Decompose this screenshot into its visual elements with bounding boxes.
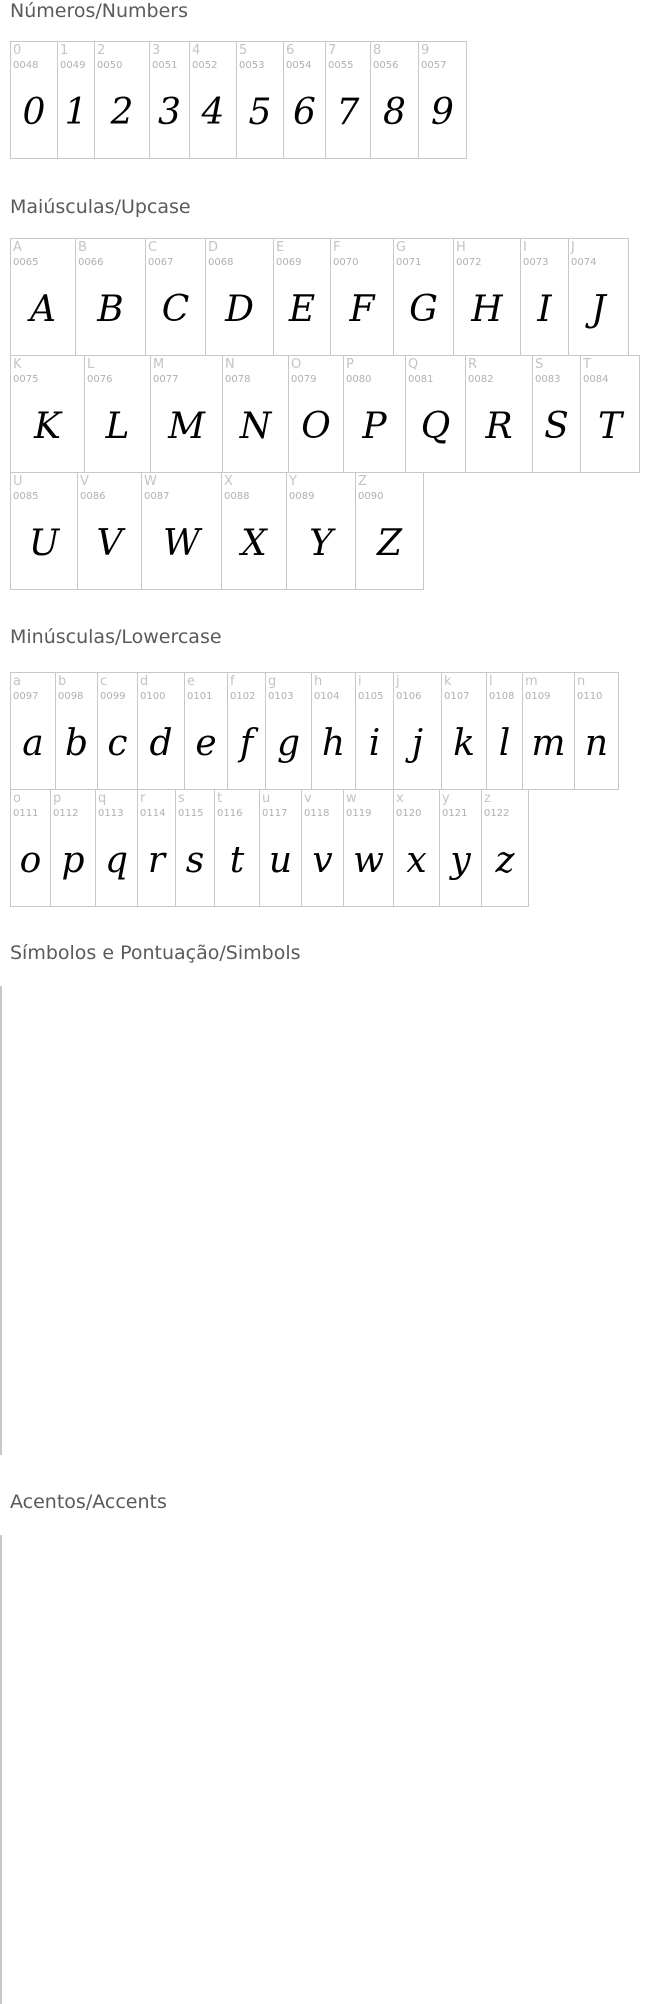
glyph-code-label: 0056 bbox=[373, 60, 399, 71]
glyph-cell bbox=[0, 1652, 2, 1770]
glyph-code-label: 0066 bbox=[78, 257, 104, 268]
glyph-sample: k bbox=[453, 723, 475, 764]
section-title-upcase: Maiúsculas/Upcase bbox=[10, 196, 191, 218]
glyph-sample: 2 bbox=[110, 92, 134, 133]
glyph-cell bbox=[95, 789, 138, 907]
glyph-sample: T bbox=[597, 406, 622, 447]
glyph-code-label: 0080 bbox=[346, 374, 372, 385]
glyph-code-label: 0048 bbox=[13, 60, 39, 71]
glyph-sample: Q bbox=[420, 406, 451, 447]
glyph-char-label: u bbox=[262, 791, 271, 806]
glyph-char-label: v bbox=[304, 791, 312, 806]
glyph-cell bbox=[57, 41, 95, 159]
glyph-cell bbox=[393, 238, 454, 356]
glyph-char-label: b bbox=[58, 674, 67, 689]
glyph-code-label: 0119 bbox=[346, 808, 372, 819]
glyph-cell bbox=[0, 1535, 2, 1653]
glyph-code-label: 0097 bbox=[13, 691, 39, 702]
glyph-code-label: 0069 bbox=[276, 257, 302, 268]
glyph-char-label: Q bbox=[408, 357, 419, 372]
glyph-code-label: 0076 bbox=[87, 374, 113, 385]
glyph-char-label: k bbox=[444, 674, 452, 689]
glyph-sample: M bbox=[168, 406, 205, 447]
glyph-cell bbox=[0, 1337, 2, 1455]
glyph-sample: L bbox=[105, 406, 130, 447]
glyph-sample: p bbox=[61, 840, 85, 881]
glyph-sample: H bbox=[471, 289, 503, 330]
glyph-code-label: 0110 bbox=[577, 691, 603, 702]
glyph-char-label: q bbox=[98, 791, 107, 806]
glyph-char-label: X bbox=[224, 474, 233, 489]
glyph-sample: u bbox=[268, 840, 293, 881]
glyph-cell bbox=[75, 238, 146, 356]
glyph-sample: j bbox=[411, 723, 424, 764]
glyph-code-label: 0083 bbox=[535, 374, 561, 385]
glyph-cell bbox=[311, 672, 356, 790]
glyph-cell bbox=[150, 355, 223, 473]
glyph-cell bbox=[50, 789, 96, 907]
glyph-sample: r bbox=[147, 840, 166, 881]
glyph-code-label: 0108 bbox=[489, 691, 515, 702]
glyph-char-label: g bbox=[268, 674, 277, 689]
glyph-char-label: w bbox=[346, 791, 357, 806]
glyph-sample: W bbox=[162, 523, 200, 564]
glyph-cell bbox=[265, 672, 312, 790]
glyph-cell bbox=[574, 672, 619, 790]
glyph-cell bbox=[580, 355, 640, 473]
glyph-char-label: 7 bbox=[328, 43, 337, 58]
glyph-char-label: C bbox=[148, 240, 158, 255]
glyph-sample: c bbox=[107, 723, 128, 764]
glyph-cell bbox=[222, 355, 289, 473]
glyph-cell bbox=[283, 41, 326, 159]
glyph-char-label: i bbox=[358, 674, 362, 689]
glyph-char-label: n bbox=[577, 674, 586, 689]
glyph-sample: n bbox=[584, 723, 609, 764]
glyph-char-label: O bbox=[291, 357, 302, 372]
glyph-sample: A bbox=[30, 289, 56, 330]
glyph-cell bbox=[10, 472, 78, 590]
glyph-char-label: E bbox=[276, 240, 285, 255]
glyph-cell bbox=[10, 355, 85, 473]
glyph-cell bbox=[10, 238, 76, 356]
glyph-code-label: 0055 bbox=[328, 60, 354, 71]
glyph-cell bbox=[137, 672, 185, 790]
glyph-cell bbox=[568, 238, 629, 356]
glyph-sample: E bbox=[288, 289, 316, 330]
glyph-char-label: 3 bbox=[152, 43, 161, 58]
glyph-sample: D bbox=[225, 289, 254, 330]
glyph-sample: X bbox=[241, 523, 267, 564]
glyph-code-label: 0101 bbox=[187, 691, 213, 702]
glyph-code-label: 0099 bbox=[100, 691, 126, 702]
glyph-cell bbox=[214, 789, 260, 907]
glyph-char-label: S bbox=[535, 357, 544, 372]
glyph-char-label: s bbox=[178, 791, 185, 806]
missing-glyph-box-icon bbox=[1, 1165, 2, 1189]
glyph-char-label: 4 bbox=[192, 43, 201, 58]
glyph-char-label: F bbox=[333, 240, 341, 255]
glyph-sample: d bbox=[149, 723, 173, 764]
glyph-cell bbox=[520, 238, 569, 356]
glyph-sample: N bbox=[239, 406, 272, 447]
glyph-sample: e bbox=[195, 723, 217, 764]
glyph-code-label: 0054 bbox=[286, 60, 312, 71]
glyph-code-label: 0114 bbox=[140, 808, 166, 819]
glyph-sample: R bbox=[485, 406, 513, 447]
missing-glyph-box-icon bbox=[1, 1048, 2, 1072]
glyph-code-label: 0102 bbox=[230, 691, 256, 702]
glyph-char-label: Z bbox=[358, 474, 367, 489]
glyph-sample: K bbox=[34, 406, 61, 447]
glyph-code-label: 0105 bbox=[358, 691, 384, 702]
glyph-sample: l bbox=[498, 723, 511, 764]
glyph-char-label: 2 bbox=[97, 43, 106, 58]
glyph-code-label: 0085 bbox=[13, 491, 39, 502]
glyph-code-label: 0082 bbox=[468, 374, 494, 385]
glyph-sample: 5 bbox=[248, 92, 272, 133]
glyph-char-label: z bbox=[484, 791, 491, 806]
glyph-code-label: 0089 bbox=[289, 491, 315, 502]
glyph-char-label: B bbox=[78, 240, 87, 255]
glyph-cell bbox=[259, 789, 302, 907]
glyph-cell bbox=[97, 672, 138, 790]
glyph-cell bbox=[273, 238, 331, 356]
section-title-symbols: Símbolos e Pontuação/Simbols bbox=[10, 942, 301, 964]
glyph-char-label: e bbox=[187, 674, 195, 689]
glyph-cell bbox=[227, 672, 266, 790]
glyph-code-label: 0057 bbox=[421, 60, 447, 71]
glyph-sample: V bbox=[96, 523, 123, 564]
glyph-cell bbox=[343, 789, 394, 907]
glyph-cell bbox=[189, 41, 237, 159]
glyph-code-label: 0073 bbox=[523, 257, 549, 268]
glyph-sample: 4 bbox=[201, 92, 225, 133]
glyph-char-label: x bbox=[396, 791, 404, 806]
missing-glyph-box-icon bbox=[1, 1282, 2, 1306]
glyph-char-label: c bbox=[100, 674, 108, 689]
glyph-sample: m bbox=[531, 723, 566, 764]
glyph-code-label: 0078 bbox=[225, 374, 251, 385]
glyph-char-label: 9 bbox=[421, 43, 430, 58]
glyph-cell bbox=[221, 472, 287, 590]
glyph-code-label: 0068 bbox=[208, 257, 234, 268]
glyph-sample: a bbox=[22, 723, 44, 764]
glyph-sample: o bbox=[19, 840, 42, 881]
glyph-cell bbox=[288, 355, 344, 473]
glyph-char-label: r bbox=[140, 791, 146, 806]
glyph-sample: q bbox=[104, 840, 129, 881]
glyph-cell bbox=[0, 1886, 2, 2004]
glyph-code-label: 0098 bbox=[58, 691, 84, 702]
glyph-char-label: G bbox=[396, 240, 407, 255]
glyph-char-label: o bbox=[13, 791, 21, 806]
glyph-sample: G bbox=[409, 289, 438, 330]
glyph-cell bbox=[393, 672, 442, 790]
glyph-code-label: 0065 bbox=[13, 257, 39, 268]
glyph-sample: w bbox=[353, 840, 384, 881]
glyph-code-label: 0113 bbox=[98, 808, 124, 819]
glyph-cell bbox=[0, 1220, 2, 1338]
glyph-cell bbox=[343, 355, 406, 473]
glyph-code-label: 0071 bbox=[396, 257, 422, 268]
glyph-cell bbox=[301, 789, 344, 907]
glyph-cell bbox=[330, 238, 394, 356]
glyph-sample: x bbox=[406, 840, 427, 881]
glyph-code-label: 0111 bbox=[13, 808, 39, 819]
glyph-char-label: A bbox=[13, 240, 22, 255]
glyph-cell bbox=[325, 41, 371, 159]
glyph-sample: t bbox=[229, 840, 245, 881]
glyph-code-label: 0117 bbox=[262, 808, 288, 819]
glyph-cell bbox=[10, 789, 51, 907]
glyph-code-label: 0087 bbox=[144, 491, 170, 502]
section-title-lowercase: Minúsculas/Lowercase bbox=[10, 626, 222, 648]
glyph-sample: b bbox=[64, 723, 89, 764]
glyph-code-label: 0100 bbox=[140, 691, 166, 702]
glyph-sample: 3 bbox=[158, 92, 181, 133]
glyph-cell bbox=[84, 355, 151, 473]
glyph-sample: 9 bbox=[431, 92, 454, 133]
glyph-sample: g bbox=[276, 723, 301, 764]
glyph-cell bbox=[439, 789, 482, 907]
glyph-code-label: 0104 bbox=[314, 691, 340, 702]
glyph-sample: 1 bbox=[64, 92, 88, 133]
section-title-accents: Acentos/Accents bbox=[10, 1491, 167, 1513]
glyph-char-label: V bbox=[80, 474, 89, 489]
glyph-sample: h bbox=[321, 723, 346, 764]
glyph-code-label: 0118 bbox=[304, 808, 330, 819]
glyph-char-label: N bbox=[225, 357, 235, 372]
glyph-sample: z bbox=[495, 840, 515, 881]
glyph-cell bbox=[184, 672, 228, 790]
glyph-code-label: 0122 bbox=[484, 808, 510, 819]
glyph-sample: s bbox=[185, 840, 205, 881]
glyph-code-label: 0051 bbox=[152, 60, 178, 71]
glyph-cell bbox=[370, 41, 419, 159]
glyph-code-label: 0103 bbox=[268, 691, 294, 702]
glyph-char-label: Y bbox=[289, 474, 297, 489]
glyph-code-label: 0088 bbox=[224, 491, 250, 502]
glyph-sample: Z bbox=[376, 523, 402, 564]
glyph-sample: v bbox=[312, 840, 333, 881]
glyph-code-label: 0081 bbox=[408, 374, 434, 385]
glyph-char-label: P bbox=[346, 357, 354, 372]
glyph-sample: B bbox=[97, 289, 124, 330]
glyph-sample: I bbox=[537, 289, 552, 330]
glyph-code-label: 0109 bbox=[525, 691, 551, 702]
missing-glyph-box-icon bbox=[1, 1399, 2, 1423]
glyph-sample: 6 bbox=[293, 92, 316, 133]
glyph-code-label: 0116 bbox=[217, 808, 243, 819]
glyph-code-label: 0067 bbox=[148, 257, 174, 268]
glyph-char-label: 5 bbox=[239, 43, 248, 58]
glyph-cell bbox=[205, 238, 274, 356]
glyph-cell bbox=[453, 238, 521, 356]
glyph-char-label: l bbox=[489, 674, 493, 689]
glyph-char-label: f bbox=[230, 674, 235, 689]
glyph-char-label: I bbox=[523, 240, 527, 255]
glyph-char-label: 6 bbox=[286, 43, 295, 58]
glyph-sample: f bbox=[239, 723, 254, 764]
glyph-sample: y bbox=[450, 840, 471, 881]
glyph-cell bbox=[441, 672, 487, 790]
glyph-char-label: y bbox=[442, 791, 450, 806]
glyph-cell bbox=[0, 1103, 2, 1221]
glyph-code-label: 0050 bbox=[97, 60, 123, 71]
glyph-cell bbox=[137, 789, 176, 907]
glyph-char-label: 8 bbox=[373, 43, 382, 58]
glyph-char-label: K bbox=[13, 357, 22, 372]
glyph-char-label: L bbox=[87, 357, 95, 372]
glyph-code-label: 0049 bbox=[60, 60, 86, 71]
glyph-cell bbox=[522, 672, 575, 790]
glyph-char-label: W bbox=[144, 474, 157, 489]
glyph-char-label: 1 bbox=[60, 43, 69, 58]
glyph-code-label: 0084 bbox=[583, 374, 609, 385]
glyph-cell bbox=[481, 789, 529, 907]
missing-glyph-box-icon bbox=[1, 1597, 2, 1621]
glyph-cell bbox=[355, 672, 394, 790]
glyph-cell bbox=[532, 355, 581, 473]
glyph-sample: S bbox=[544, 406, 569, 447]
glyph-char-label: J bbox=[571, 240, 575, 255]
glyph-code-label: 0079 bbox=[291, 374, 317, 385]
glyph-code-label: 0053 bbox=[239, 60, 265, 71]
glyph-code-label: 0121 bbox=[442, 808, 468, 819]
glyph-sample: 0 bbox=[22, 92, 46, 133]
glyph-cell bbox=[418, 41, 467, 159]
glyph-sample: J bbox=[591, 289, 606, 330]
section-title-numbers: Números/Numbers bbox=[10, 0, 188, 22]
glyph-cell bbox=[77, 472, 142, 590]
glyph-cell bbox=[149, 41, 190, 159]
glyph-char-label: R bbox=[468, 357, 478, 372]
glyph-cell bbox=[0, 986, 2, 1104]
glyph-cell bbox=[0, 1769, 2, 1887]
missing-glyph-box-icon bbox=[1, 1714, 2, 1738]
glyph-code-label: 0090 bbox=[358, 491, 384, 502]
glyph-cell bbox=[10, 41, 58, 159]
glyph-cell bbox=[393, 789, 440, 907]
glyph-char-label: D bbox=[208, 240, 219, 255]
glyph-code-label: 0070 bbox=[333, 257, 359, 268]
glyph-code-label: 0074 bbox=[571, 257, 597, 268]
glyph-sample: 7 bbox=[336, 92, 360, 133]
glyph-sample: U bbox=[28, 523, 60, 564]
glyph-sample: O bbox=[301, 406, 331, 447]
glyph-cell bbox=[175, 789, 215, 907]
glyph-cell bbox=[10, 672, 56, 790]
glyph-char-label: T bbox=[583, 357, 591, 372]
glyph-cell bbox=[141, 472, 222, 590]
glyph-char-label: j bbox=[396, 674, 400, 689]
glyph-sample: F bbox=[349, 289, 375, 330]
glyph-cell bbox=[145, 238, 206, 356]
glyph-code-label: 0112 bbox=[53, 808, 79, 819]
glyph-sample: i bbox=[368, 723, 381, 764]
glyph-code-label: 0077 bbox=[153, 374, 179, 385]
glyph-sample: P bbox=[362, 406, 387, 447]
glyph-char-label: M bbox=[153, 357, 165, 372]
glyph-char-label: d bbox=[140, 674, 149, 689]
glyph-code-label: 0086 bbox=[80, 491, 106, 502]
glyph-sample: Y bbox=[309, 523, 333, 564]
glyph-cell bbox=[465, 355, 533, 473]
glyph-char-label: 0 bbox=[13, 43, 22, 58]
glyph-sample: C bbox=[161, 289, 190, 330]
glyph-cell bbox=[486, 672, 523, 790]
glyph-char-label: H bbox=[456, 240, 466, 255]
glyph-char-label: U bbox=[13, 474, 23, 489]
glyph-code-label: 0075 bbox=[13, 374, 39, 385]
glyph-code-label: 0106 bbox=[396, 691, 422, 702]
glyph-code-label: 0120 bbox=[396, 808, 422, 819]
glyph-char-label: h bbox=[314, 674, 323, 689]
glyph-sample: 8 bbox=[383, 92, 406, 133]
glyph-char-label: m bbox=[525, 674, 538, 689]
glyph-code-label: 0107 bbox=[444, 691, 470, 702]
glyph-cell bbox=[355, 472, 424, 590]
glyph-code-label: 0115 bbox=[178, 808, 204, 819]
glyph-cell bbox=[55, 672, 98, 790]
glyph-cell bbox=[405, 355, 466, 473]
glyph-cell bbox=[286, 472, 356, 590]
glyph-char-label: p bbox=[53, 791, 62, 806]
missing-glyph-box-icon bbox=[1, 1831, 2, 1855]
glyph-char-label: a bbox=[13, 674, 21, 689]
glyph-code-label: 0052 bbox=[192, 60, 218, 71]
glyph-char-label: t bbox=[217, 791, 223, 806]
glyph-cell bbox=[94, 41, 150, 159]
glyph-code-label: 0072 bbox=[456, 257, 482, 268]
missing-glyph-box-icon bbox=[1, 1948, 2, 1972]
glyph-cell bbox=[236, 41, 284, 159]
